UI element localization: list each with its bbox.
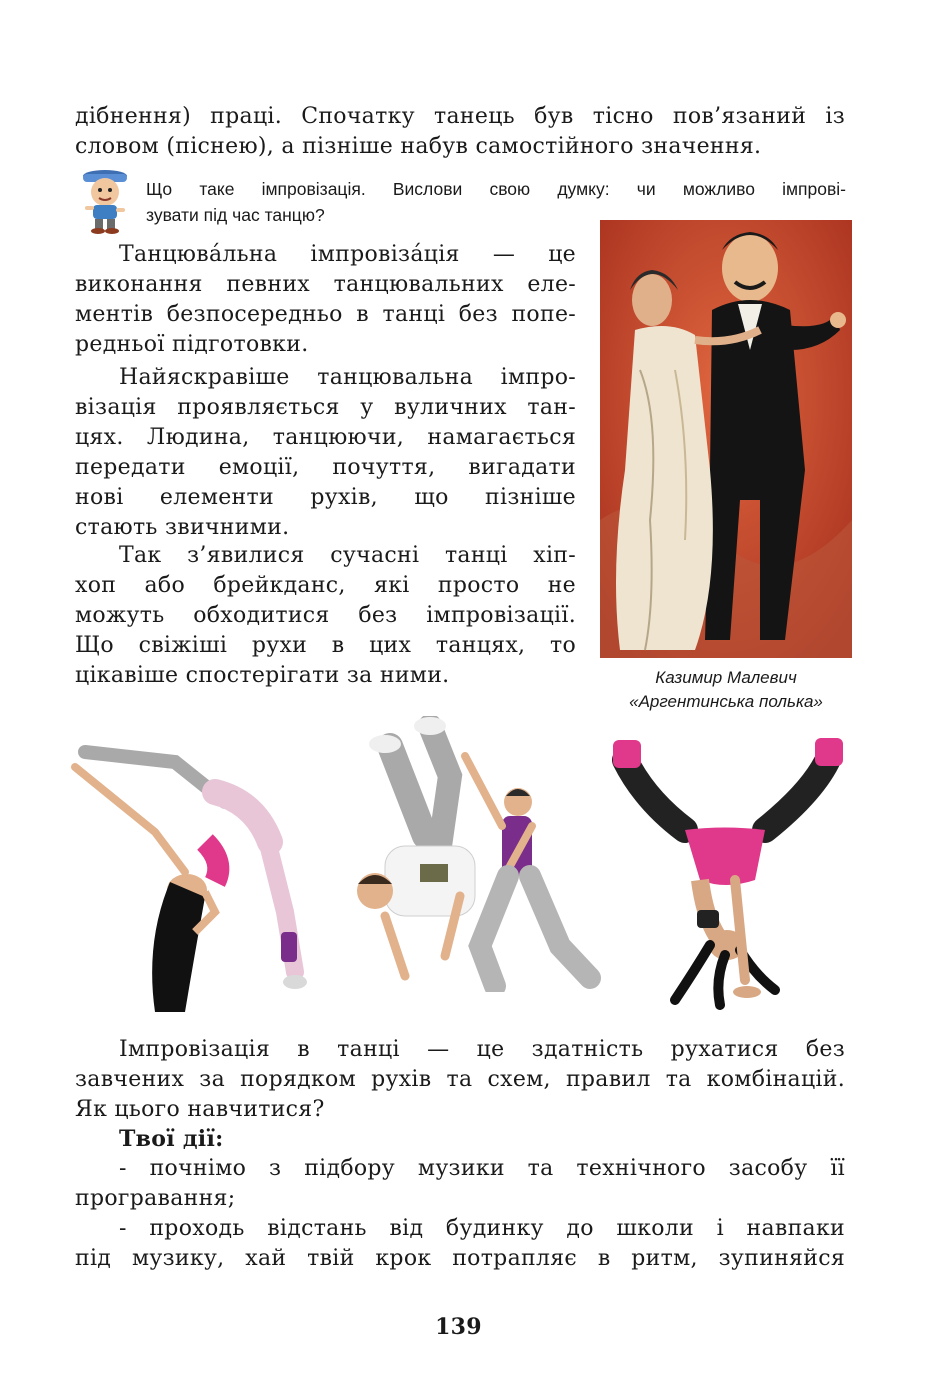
painting-image [600,220,852,658]
question-line-2: зувати під час танцю? [146,205,325,225]
page-number: 139 [435,1314,482,1340]
hiphop-line: можуть обходитися без імпровізації. [75,603,576,628]
actions-heading: Твої дії: [119,1126,224,1152]
street-line: нові елементи рухів, що пізніше [75,485,576,510]
actions-block [75,1124,845,1274]
definition-line: редньої підготовки. [75,332,309,357]
painting-title: «Аргентинська полька» [629,692,823,711]
street-line: цях. Людина, танцюючи, намагається [75,425,576,450]
improv-line: Як цього навчитися? [75,1097,325,1122]
question-line-1: Що таке імпровізація. Вислови свою думку: чи можливо імпрові- [146,179,846,199]
hiphop-line: Так з’явилися сучасні танці хіп- [119,543,576,568]
definition-line: ментів безпосередньо в танці без попе- [75,302,576,327]
action-item-2-line-1: - проходь відстань від будинку до школи і навпаки [119,1216,845,1241]
action-item-1-line-2: програвання; [75,1186,236,1211]
street-line: стають звичними. [75,515,290,540]
intro-paragraph [75,102,845,132]
street-line: передати емоції, почуття, вигадати [75,455,576,480]
intro-paragraph-end [75,132,845,162]
intro-line-1: дібнення) праці. Спочатку танець був тісно пов’язаний із [75,104,845,129]
hiphop-line: Що свіжіші рухи в цих танцях, то [75,633,576,658]
hiphop-line: цікавіше спостерігати за ними. [75,663,450,688]
street-line: Найяскравіше танцювальна імпро- [119,365,576,390]
hiphop-paragraph [75,541,576,691]
dancer-image-3 [605,730,855,1012]
intro-line-2: словом (піснею), а пізніше набув самостійного значення. [75,134,762,159]
definition-line: виконання певних танцювальних еле- [75,272,576,297]
dancer-image-2 [330,716,606,992]
definition-line: Танцюва́льна імпровіза́ція — це [119,242,576,267]
action-item-2-line-2: під музику, хай твій крок потрапляє в ритм, зупиняйся [75,1246,845,1271]
definition-paragraph [75,240,576,360]
hiphop-line: хоп або брейкданс, які просто не [75,573,576,598]
boy-mascot-icon [75,168,133,234]
action-item-1-line-1: - почнімо з підбору музики та технічного засобу її [119,1156,845,1181]
dancer-image-1 [55,722,313,1014]
street-paragraph [75,363,576,543]
street-line: візація проявляється у вуличних тан- [75,395,576,420]
improv-paragraph [75,1035,845,1125]
painting-author: Казимир Малевич [655,668,797,687]
improv-line: Імпровізація в танці — це здатність рухатися без [119,1037,845,1062]
painting-caption [590,666,862,714]
improv-line: завчених за порядком рухів та схем, правил та комбінацій. [75,1067,845,1092]
